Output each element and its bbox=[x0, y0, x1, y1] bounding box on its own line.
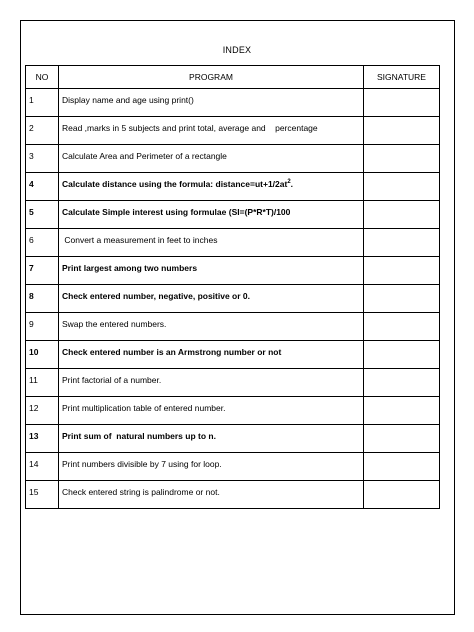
table-row bbox=[26, 257, 440, 285]
program-text-suffix: . bbox=[290, 179, 294, 189]
table-row bbox=[26, 341, 440, 369]
program-text: Calculate distance using the formula: distance=ut+1/2at bbox=[62, 179, 288, 189]
row-number: 1 bbox=[26, 89, 59, 117]
program-description bbox=[59, 229, 364, 257]
row-number: 14 bbox=[26, 453, 59, 481]
table-row bbox=[26, 89, 440, 117]
program-text: Check entered number is an Armstrong number or not bbox=[62, 347, 282, 357]
table-row bbox=[26, 201, 440, 229]
table-row bbox=[26, 229, 440, 257]
table-row bbox=[26, 285, 440, 313]
program-description bbox=[59, 425, 364, 453]
program-text: Display name and age using print() bbox=[62, 95, 194, 105]
program-text: Convert a measurement in feet to inches bbox=[62, 235, 218, 245]
program-text: Swap the entered numbers. bbox=[62, 319, 167, 329]
row-number: 6 bbox=[26, 229, 59, 257]
table-row bbox=[26, 453, 440, 481]
signature-cell[interactable] bbox=[364, 425, 440, 453]
signature-cell[interactable] bbox=[364, 145, 440, 173]
row-number: 4 bbox=[26, 173, 59, 201]
program-description bbox=[59, 313, 364, 341]
program-description bbox=[59, 257, 364, 285]
program-description bbox=[59, 481, 364, 509]
table-row bbox=[26, 369, 440, 397]
index-table bbox=[25, 65, 440, 509]
program-description bbox=[59, 173, 364, 201]
program-description bbox=[59, 369, 364, 397]
row-number: 5 bbox=[26, 201, 59, 229]
column-header-program: PROGRAM bbox=[59, 66, 364, 89]
signature-cell[interactable] bbox=[364, 313, 440, 341]
row-number: 9 bbox=[26, 313, 59, 341]
program-description bbox=[59, 201, 364, 229]
signature-cell[interactable] bbox=[364, 481, 440, 509]
superscript: 2 bbox=[287, 179, 291, 186]
signature-cell[interactable] bbox=[364, 341, 440, 369]
program-text: Check entered string is palindrome or not. bbox=[62, 487, 220, 497]
table-row bbox=[26, 481, 440, 509]
table-row bbox=[26, 145, 440, 173]
program-text: Read ,marks in 5 subjects and print total, average and percentage bbox=[62, 123, 318, 133]
row-number: 10 bbox=[26, 341, 59, 369]
program-description bbox=[59, 397, 364, 425]
program-text: Calculate Simple interest using formulae (SI=(P*R*T)/100 bbox=[62, 207, 291, 217]
row-number: 2 bbox=[26, 117, 59, 145]
program-text: Print factorial of a number. bbox=[62, 375, 162, 385]
program-text: Print multiplication table of entered number. bbox=[62, 403, 226, 413]
table-row bbox=[26, 313, 440, 341]
signature-cell[interactable] bbox=[364, 257, 440, 285]
program-text: Print largest among two numbers bbox=[62, 263, 198, 273]
row-number: 7 bbox=[26, 257, 59, 285]
table-body bbox=[26, 89, 440, 509]
column-header-signature: SIGNATURE bbox=[364, 66, 440, 89]
row-number: 15 bbox=[26, 481, 59, 509]
signature-cell[interactable] bbox=[364, 173, 440, 201]
column-header-no: NO bbox=[26, 66, 59, 89]
table-row bbox=[26, 425, 440, 453]
signature-cell[interactable] bbox=[364, 89, 440, 117]
program-text: Print numbers divisible by 7 using for loop. bbox=[62, 459, 222, 469]
program-description bbox=[59, 89, 364, 117]
page-title: INDEX bbox=[222, 45, 252, 55]
signature-cell[interactable] bbox=[364, 117, 440, 145]
table-row bbox=[26, 397, 440, 425]
program-text: Print sum of natural numbers up to n. bbox=[62, 431, 216, 441]
signature-cell[interactable] bbox=[364, 453, 440, 481]
table-row bbox=[26, 117, 440, 145]
row-number: 12 bbox=[26, 397, 59, 425]
table-row bbox=[26, 173, 440, 201]
signature-cell[interactable] bbox=[364, 229, 440, 257]
row-number: 13 bbox=[26, 425, 59, 453]
program-text: Calculate Area and Perimeter of a rectangle bbox=[62, 151, 227, 161]
table-header-row bbox=[26, 66, 440, 89]
program-description bbox=[59, 145, 364, 173]
row-number: 3 bbox=[26, 145, 59, 173]
program-text: Check entered number, negative, positive or 0. bbox=[62, 291, 251, 301]
row-number: 11 bbox=[26, 369, 59, 397]
signature-cell[interactable] bbox=[364, 201, 440, 229]
program-description bbox=[59, 117, 364, 145]
signature-cell[interactable] bbox=[364, 397, 440, 425]
row-number: 8 bbox=[26, 285, 59, 313]
program-description bbox=[59, 341, 364, 369]
signature-cell[interactable] bbox=[364, 369, 440, 397]
program-description bbox=[59, 285, 364, 313]
signature-cell[interactable] bbox=[364, 285, 440, 313]
program-description bbox=[59, 453, 364, 481]
